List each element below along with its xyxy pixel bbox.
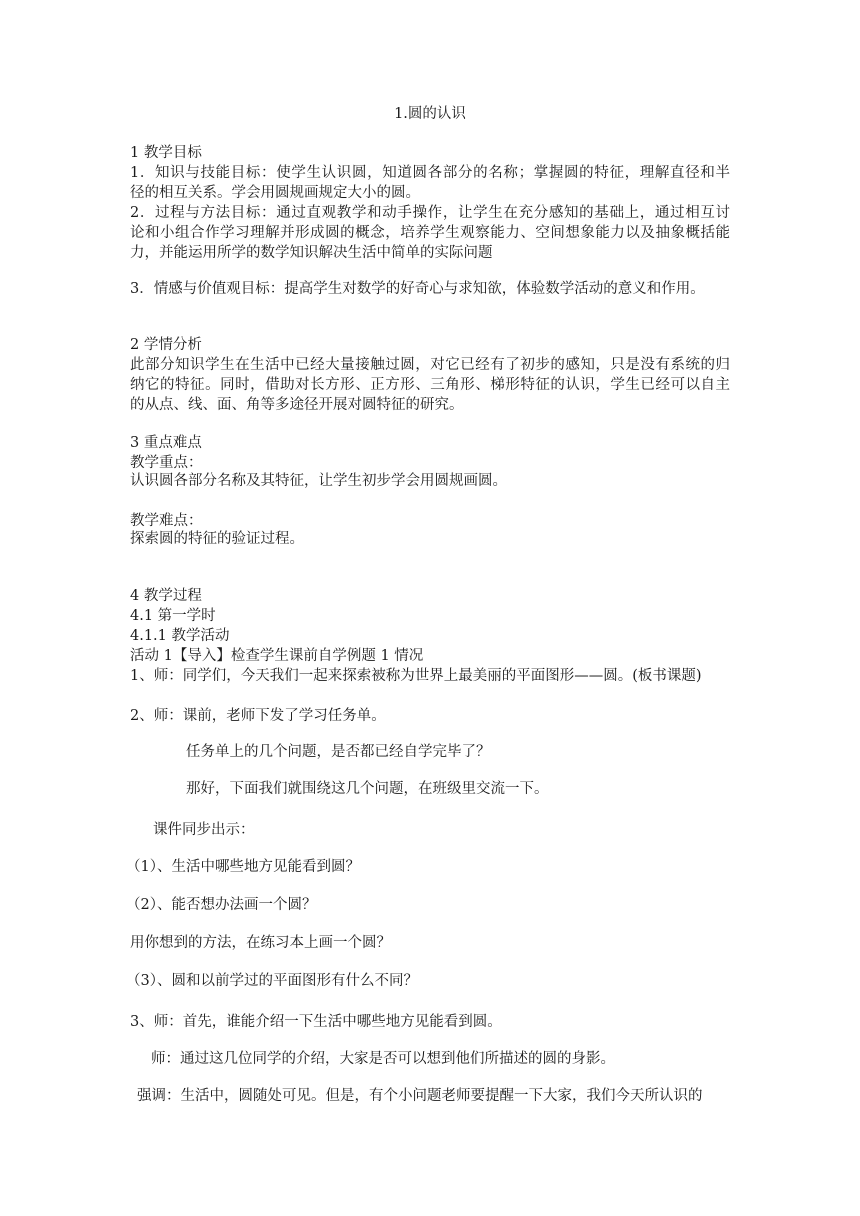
question-1: （1）、生活中哪些地方见能看到圆？ bbox=[126, 859, 360, 875]
section-heading-process: 4 教学过程 bbox=[130, 588, 202, 604]
courseware-note: 课件同步出示： bbox=[153, 822, 255, 838]
question-3: （3）、圆和以前学过的平面图形有什么不同？ bbox=[126, 973, 418, 989]
process-line-6: 师：通过这几位同学的介绍，大家是否可以想到他们所描述的圆的身影。 bbox=[151, 1051, 615, 1067]
process-line-3: 任务单上的几个问题，是否都已经自学完毕了？ bbox=[186, 744, 491, 760]
section-heading-key-points: 3 重点难点 bbox=[130, 435, 202, 451]
process-line-1: 1、师：同学们，今天我们一起来探索被称为世界上最美丽的平面图形——圆。(板书课题) bbox=[130, 668, 702, 684]
objective-1-line-1: 1．知识与技能目标：使学生认识圆，知道圆各部分的名称；掌握圆的特征，理解直径和半 bbox=[130, 165, 730, 181]
process-line-4: 那好，下面我们就围绕这几个问题，在班级里交流一下。 bbox=[186, 781, 549, 797]
key-point-label: 教学重点： bbox=[130, 455, 203, 471]
analysis-line-3: 的从点、线、面、角等多途径开展对圆特征的研究。 bbox=[130, 397, 464, 413]
key-point-text: 认识圆各部分名称及其特征，让学生初步学会用圆规画圆。 bbox=[130, 473, 507, 489]
analysis-line-1: 此部分知识学生在生活中已经大量接触过圆，对它已经有了初步的感知，只是没有系统的归 bbox=[130, 357, 730, 373]
activity-1-heading: 活动 1【导入】检查学生课前自学例题 1 情况 bbox=[130, 648, 424, 664]
doc-title: 1.圆的认识 bbox=[394, 106, 466, 122]
process-line-7: 强调：生活中，圆随处可见。但是，有个小问题老师要提醒一下大家，我们今天所认识的 bbox=[137, 1088, 703, 1104]
difficulty-label: 教学难点： bbox=[130, 513, 203, 529]
objective-3: 3．情感与价值观目标：提高学生对数学的好奇心与求知欲，体验数学活动的意义和作用。 bbox=[130, 281, 705, 297]
subsection-4-1-1: 4.1.1 教学活动 bbox=[130, 628, 230, 644]
objective-2-line-1: 2．过程与方法目标：通过直观教学和动手操作，让学生在充分感知的基础上，通过相互讨 bbox=[130, 205, 730, 221]
difficulty-text: 探索圆的特征的验证过程。 bbox=[130, 531, 304, 547]
question-2: （2）、能否想办法画一个圆？ bbox=[126, 897, 317, 913]
subsection-4-1: 4.1 第一学时 bbox=[130, 608, 216, 624]
section-heading-analysis: 2 学情分析 bbox=[130, 337, 202, 353]
analysis-line-2: 纳它的特征。同时，借助对长方形、正方形、三角形、梯形特征的认识，学生已经可以自主 bbox=[130, 377, 730, 393]
process-line-2: 2、师：课前，老师下发了学习任务单。 bbox=[130, 708, 386, 724]
objective-1-line-2: 径的相互关系。学会用圆规画规定大小的圆。 bbox=[130, 185, 420, 201]
objective-2-line-3: 力，并能运用所学的数学知识解决生活中简单的实际问题 bbox=[130, 245, 493, 261]
question-2-followup: 用你想到的方法，在练习本上画一个圆？ bbox=[130, 935, 391, 951]
objective-2-line-2: 论和小组合作学习理解并形成圆的概念，培养学生观察能力、空间想象能力以及抽象概括能 bbox=[130, 225, 730, 241]
section-heading-objectives: 1 教学目标 bbox=[130, 145, 202, 161]
process-line-5: 3、师：首先，谁能介绍一下生活中哪些地方见能看到圆。 bbox=[130, 1014, 502, 1030]
